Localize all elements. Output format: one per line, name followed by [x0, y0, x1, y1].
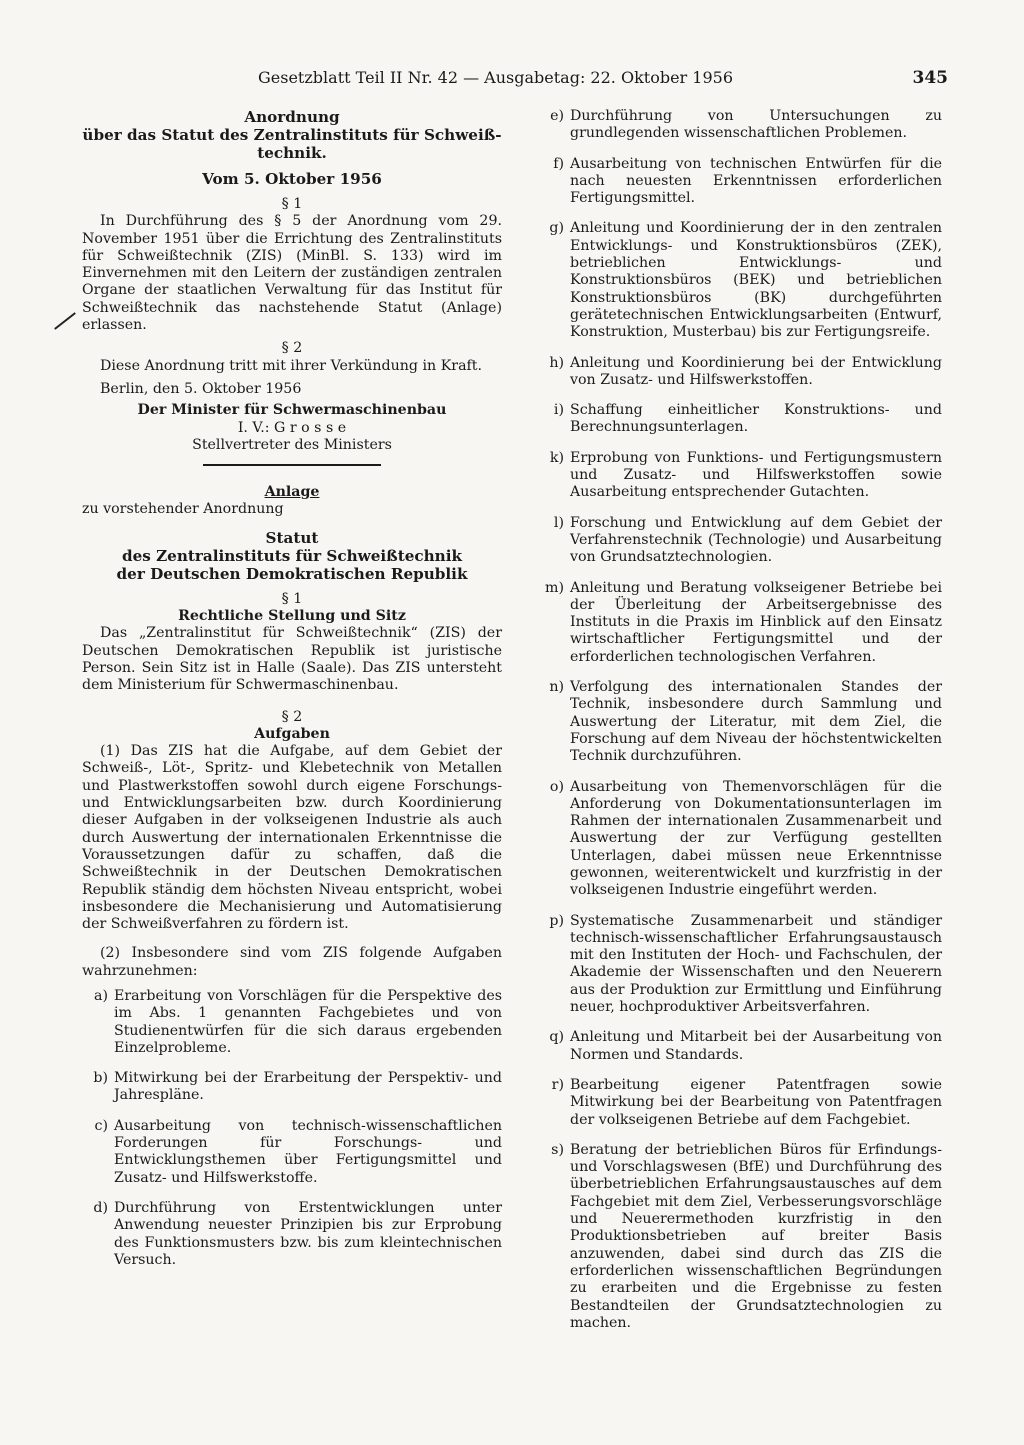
ordinance-date: Vom 5. Oktober 1956 — [202, 170, 382, 188]
list-item-label: i) — [553, 402, 564, 419]
list-item-text: Forschung und Entwicklung auf dem Gebiet der Verfahrenstechnik (Technologie) und Ausarbeitung von Grundsatztechnologien. — [570, 514, 942, 566]
list-item-text: Durchführung von Untersuchungen zu grundlegenden wissenschaftlichen Problemen. — [570, 108, 942, 142]
list-item — [538, 913, 942, 1017]
running-head: Gesetzblatt Teil II Nr. 42 — Ausgabetag: 22. Oktober 1956 — [258, 68, 733, 87]
minister-title: Der Minister für Schwermaschinenbau — [137, 402, 447, 419]
list-item — [538, 1142, 942, 1332]
list-item — [538, 779, 942, 900]
list-item-text: Beratung der betrieblichen Büros für Erfindungs- und Vorschlagswesen (BfE) und Durchführung des überbetrieblichen Erfahrungsaustausches auf dem Fachgebiet mit dem Ziel, Verbesserungsvorschläge und Neuerermethoden kurzfristig in den Produktionsbetrieben auf breiter Basis anzuwenden, dabei sind durch das ZIS die erforderlichen wissenschaftlichen Begründungen zu erarbeiten und die Ergebnisse zu festen Bestandteilen der Grundsatztechnologien zu machen. — [570, 1141, 942, 1331]
statute-title — [82, 529, 502, 583]
list-item-text: Erprobung von Funktions- und Fertigungsmustern und Zusatz- und Hilfswerkstoffen sowie Ausarbeitung entsprechender Gutachten. — [570, 449, 942, 501]
list-item-label: h) — [549, 354, 564, 371]
list-item-label: r) — [551, 1076, 564, 1093]
list-item — [82, 1070, 502, 1105]
list-item-label: p) — [549, 912, 564, 929]
list-item-label: m) — [545, 579, 564, 596]
statute-line-2: des Zentralinstituts für Schweißtechnik — [121, 546, 463, 565]
left-column — [82, 108, 502, 1282]
statute-section-1-title: Rechtliche Stellung und Sitz — [178, 608, 406, 625]
list-item-label: o) — [549, 778, 564, 795]
list-item-label: l) — [553, 514, 564, 531]
list-item-label: g) — [549, 220, 564, 237]
list-item-label: k) — [549, 449, 564, 466]
list-item — [538, 402, 942, 437]
list-item-text: Mitwirkung bei der Erarbeitung der Perspektiv- und Jahrespläne. — [114, 1070, 502, 1104]
list-item-label: f) — [553, 155, 564, 172]
list-item-text: Anleitung und Koordinierung der in den zentralen Entwicklungs- und Konstruktionsbüros (ZEK), betrieblichen Entwicklungs- und Konstruktionsbüros (BEK) und betrieblichen Konstruktionsbüros (BK) durchgeführten gerätetechnischen Entwicklungsarbeiten (Entwurf, Konstruktion, Musterbau) bis zur Fertigungsreife. — [570, 220, 942, 341]
margin-pen-mark — [54, 312, 76, 330]
list-item — [538, 515, 942, 567]
list-item-label: n) — [549, 679, 564, 696]
list-item-text: Anleitung und Koordinierung bei der Entwicklung von Zusatz- und Hilfswerkstoffen. — [570, 354, 942, 388]
section-2-text: Diese Anordnung tritt mit ihrer Verkündung in Kraft. — [100, 357, 482, 374]
list-item-label: a) — [94, 987, 108, 1004]
place-date: Berlin, den 5. Oktober 1956 — [100, 380, 302, 397]
right-column — [538, 108, 942, 1345]
page-header — [258, 68, 948, 88]
title-line-1: Anordnung — [244, 108, 340, 126]
statute-section-2-heading: § 2 — [281, 708, 303, 725]
list-item-label: s) — [551, 1141, 564, 1158]
signer-name: I. V.: G r o s s e — [237, 419, 347, 436]
list-item-text: Durchführung von Erstentwicklungen unter Anwendung neuester Prinzipien bis zur Erprobung des Funktionsmusters bzw. bis zum kleintechnischen Versuch. — [114, 1199, 502, 1268]
list-item-text: Ausarbeitung von technischen Entwürfen für die nach neuesten Erkenntnissen erforderlichen Fertigungsmittel. — [570, 155, 942, 207]
list-item — [538, 580, 942, 666]
list-item — [82, 1118, 502, 1187]
list-item-text: Systematische Zusammenarbeit und ständiger technisch-wissenschaftlicher Erfahrungsaustausch mit den Instituten der Hoch- und Fachschulen, der Akademie der Wissenschaften und den Neuerern aus der Produktion zur Ermittlung und Einführung neuer, hochproduktiver Arbeitsverfahren. — [570, 912, 942, 1016]
list-item-text: Bearbeitung eigener Patentfragen sowie Mitwirkung bei der Bearbeitung von Patentfragen der volkseigenen Betriebe auf dem Fachgebiet. — [570, 1076, 942, 1128]
ordinance-title — [82, 108, 502, 162]
list-item-text: Anleitung und Beratung volkseigener Betriebe bei der Überleitung der Arbeitsergebnisse des Instituts in die Praxis im Hinblick auf den Einsatz wirtschaftlicher Fertigungsmittel und der erforderlichen technologischen Verfahren. — [570, 579, 942, 665]
list-item — [538, 156, 942, 208]
statute-section-2-title: Aufgaben — [254, 725, 330, 742]
list-item — [538, 450, 942, 502]
statute-section-2-para-1: (1) Das ZIS hat die Aufgabe, auf dem Gebiet der Schweiß-, Löt-, Spritz- und Klebetechnik von Metallen und Plastwerkstoffen sowohl durch eigene Forschungs- und Entwicklungsarbeiten bzw. durch Koordinierung dieser Aufgaben in der volkseigenen Industrie als auch durch Auswertung der internationalen Erkenntnisse die Voraussetzungen dafür zu schaffen, daß die Schweißtechnik in der Deutschen Demokratischen Republik ständig dem höchsten Niveau entspricht, wobei insbesondere die Mechanisierung und Automatisierung der Schweißverfahren zu fördern ist. — [82, 743, 502, 933]
list-item — [538, 108, 942, 143]
list-item-text: Ausarbeitung von technisch-wissenschaftlichen Forderungen für Forschungs- und Entwicklungsthemen über Fertigungsmittel und Zusatz- und Hilfswerkstoffe. — [114, 1117, 502, 1186]
list-item — [538, 355, 942, 390]
list-item-label: q) — [549, 1029, 564, 1046]
list-item — [538, 220, 942, 341]
list-item-text: Ausarbeitung von Themenvorschlägen für die Anforderung von Dokumentationsunterlagen im Rahmen der internationalen Zusammenarbeit und Auswertung der zur Verfügung gestellten Unterlagen, dabei müssen neue Erkenntnisse gewonnen, weiterentwickelt und kurzfristig in der volkseigenen Industrie eingeführt werden. — [570, 778, 942, 899]
list-item — [538, 1077, 942, 1129]
signer-role: Stellvertreter des Ministers — [192, 436, 392, 453]
statute-section-1-heading: § 1 — [281, 590, 303, 607]
list-item-label: b) — [93, 1070, 108, 1087]
list-item-text: Verfolgung des internationalen Standes der Technik, insbesondere durch Sammlung und Auswertung der Literatur, mit dem Ziel, die Forschung auf dem Niveau der höchstentwickelten Technik durchzuführen. — [570, 679, 942, 765]
title-line-3: technik. — [257, 144, 327, 162]
list-item-label: e) — [550, 108, 564, 124]
section-2-heading: § 2 — [281, 340, 303, 357]
list-item — [82, 1200, 502, 1269]
page-number: 345 — [912, 68, 948, 88]
list-item-text: Erarbeitung von Vorschlägen für die Perspektive des im Abs. 1 genannten Fachgebietes und von Studienentwürfen für die sich daraus ergebenden Einzelprobleme. — [114, 987, 502, 1056]
annex-subtitle: zu vorstehender Anordnung — [82, 501, 284, 518]
section-1-heading: § 1 — [281, 196, 303, 212]
list-item-text: Anleitung und Mitarbeit bei der Ausarbeitung von Normen und Standards. — [570, 1029, 942, 1063]
annex-label: Anlage — [264, 484, 320, 501]
list-item-text: Schaffung einheitlicher Konstruktions- und Berechnungsunterlagen. — [570, 402, 942, 436]
section-1-text: In Durchführung des § 5 der Anordnung vom 29. November 1951 über die Errichtung des Zentralinstituts für Schweißtechnik (ZIS) (MinBl. S. 133) wird im Einvernehmen mit den Leitern der zuständigen zentralen Organe der staatlichen Verwaltung für das Institut für Schweißtechnik das nachstehende Statut (Anlage) erlassen. — [82, 213, 502, 334]
divider-rule — [203, 464, 381, 466]
title-line-2: über das Statut des Zentralinstituts für Schweiß- — [82, 126, 502, 144]
statute-section-2-para-2: (2) Insbesondere sind vom ZIS folgende Aufgaben wahrzunehmen: — [82, 945, 502, 979]
list-item-label: c) — [94, 1117, 108, 1134]
statute-section-1-text: Das „Zentralinstitut für Schweißtechnik“ (ZIS) der Deutschen Demokratischen Republik ist juristische Person. Sein Sitz ist in Halle (Saale). Das ZIS untersteht dem Ministerium für Schwermaschinenbau. — [82, 625, 502, 694]
statute-line-3: der Deutschen Demokratischen Republik — [116, 564, 468, 583]
statute-line-1: Statut — [265, 528, 319, 547]
list-item — [538, 679, 942, 765]
list-item — [82, 988, 502, 1057]
list-item — [538, 1029, 942, 1064]
list-item-label: d) — [93, 1199, 108, 1216]
